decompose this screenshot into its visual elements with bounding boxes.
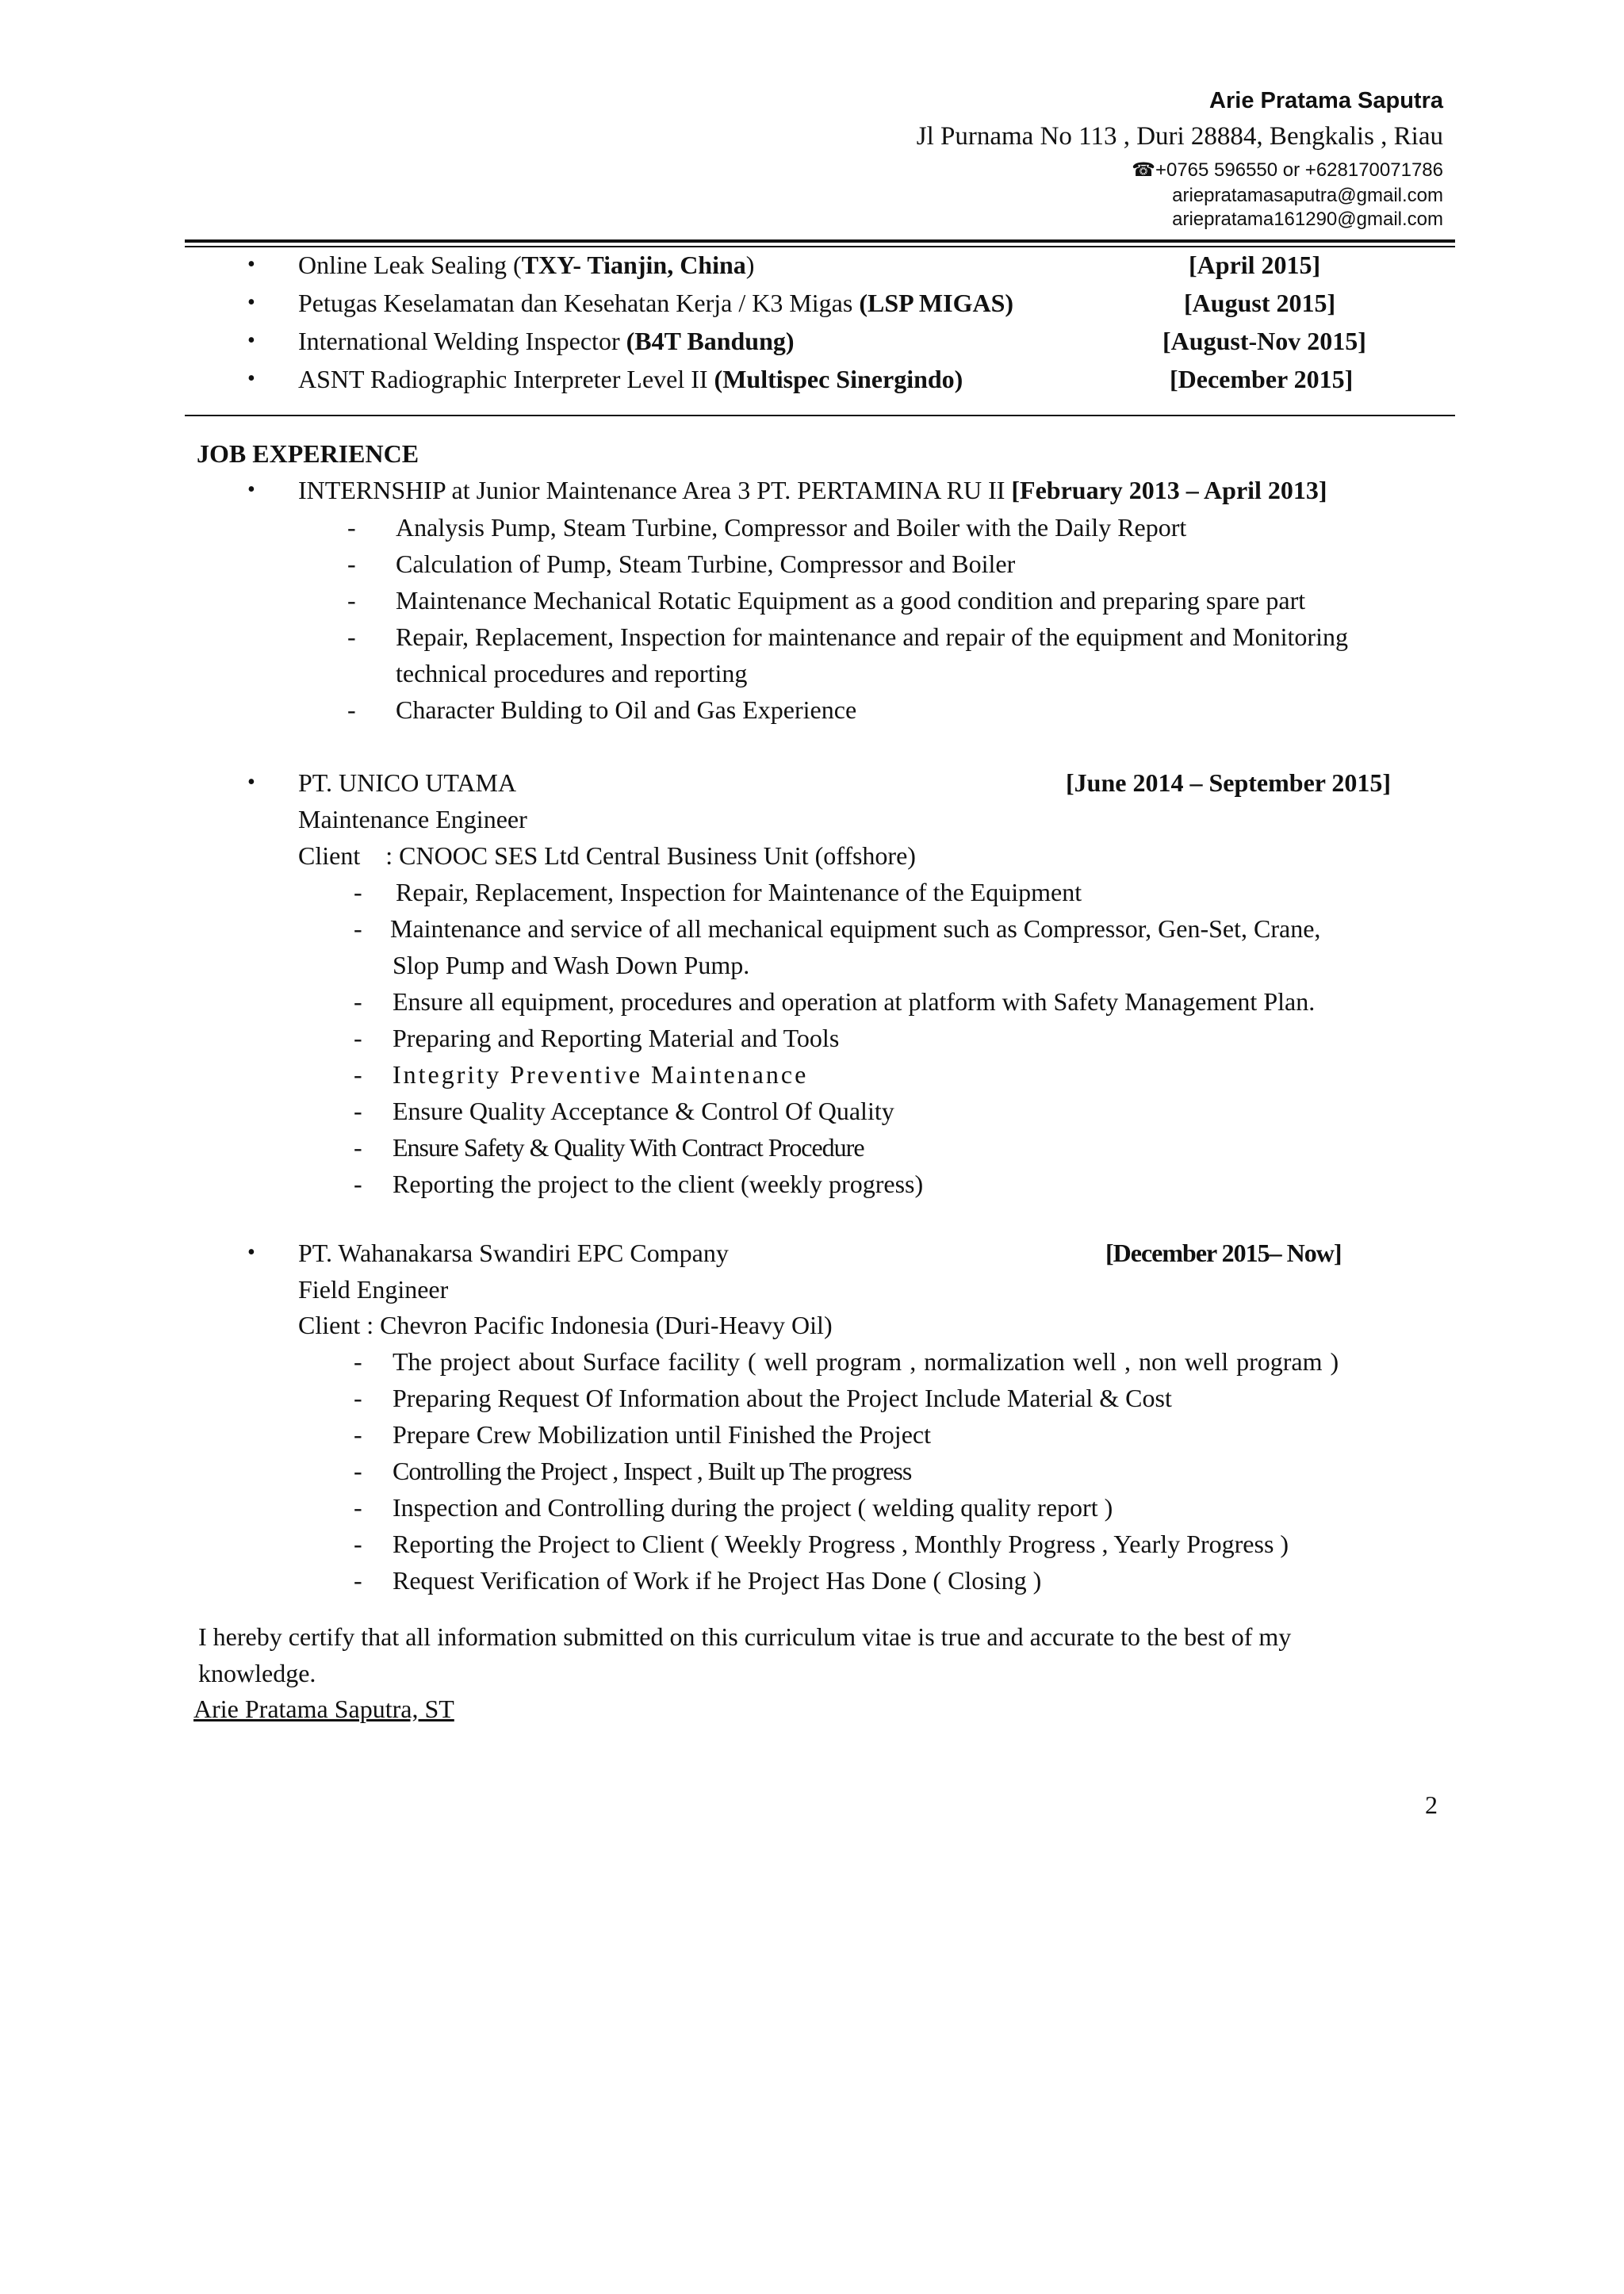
dash: - xyxy=(347,695,356,724)
signature-name: Arie Pratama Saputra, ST xyxy=(193,1695,454,1723)
dash: - xyxy=(354,1133,362,1162)
dash: - xyxy=(354,914,362,943)
task: Ensure Quality Acceptance & Control Of Quality xyxy=(393,1097,894,1125)
company-name: PT. UNICO UTAMA xyxy=(298,768,517,797)
bullet: • xyxy=(247,252,255,277)
internship-task: Analysis Pump, Steam Turbine, Compressor and Boiler with the Daily Report xyxy=(396,513,1187,542)
address: Jl Purnama No 113 , Duri 28884, Bengkalis , Riau xyxy=(916,122,1443,151)
email-primary: ariepratamasaputra@gmail.com xyxy=(1172,185,1443,206)
task: Preparing Request Of Information about the Project Include Material & Cost xyxy=(393,1384,1172,1412)
task: Prepare Crew Mobilization until Finished the Project xyxy=(393,1420,931,1449)
phone-line xyxy=(1132,159,1443,182)
task: Inspection and Controlling during the project ( welding quality report ) xyxy=(393,1493,1113,1522)
bullet: • xyxy=(247,366,255,391)
dash: - xyxy=(354,878,362,906)
certification-statement: I hereby certify that all information submitted on this curriculum vitae is true and accurate to the best of my xyxy=(198,1622,1292,1651)
header-divider-thin xyxy=(185,246,1455,247)
internship-task: Character Bulding to Oil and Gas Experience xyxy=(396,695,857,724)
dash: - xyxy=(347,550,356,578)
dash: - xyxy=(354,1530,362,1558)
task: Preparing and Reporting Material and Tools xyxy=(393,1024,840,1052)
task: Reporting the Project to Client ( Weekly Progress , Monthly Progress , Yearly Progress ) xyxy=(393,1530,1289,1558)
employment-date: [June 2014 – September 2015] xyxy=(1066,768,1392,797)
page-number: 2 xyxy=(1425,1790,1438,1819)
dash: - xyxy=(354,987,362,1016)
task: Integrity Preventive Maintenance xyxy=(393,1060,809,1089)
dash: - xyxy=(354,1457,362,1485)
company-name: PT. Wahanakarsa Swandiri EPC Company xyxy=(298,1239,729,1267)
internship-task: Calculation of Pump, Steam Turbine, Compressor and Boiler xyxy=(396,550,1016,578)
bullet: • xyxy=(247,770,255,795)
cert-date: [August-Nov 2015] xyxy=(1162,327,1366,355)
internship-task: Maintenance Mechanical Rotatic Equipment as a good condition and preparing spare part xyxy=(396,586,1306,615)
client-line: Client : CNOOC SES Ltd Central Business Unit (offshore) xyxy=(298,841,916,870)
task: Reporting the project to the client (weekly progress) xyxy=(393,1170,924,1198)
internship-task-continued: technical procedures and reporting xyxy=(396,659,748,687)
dash: - xyxy=(347,513,356,542)
dash: - xyxy=(354,1060,362,1089)
bullet: • xyxy=(247,290,255,315)
cert-date: [April 2015] xyxy=(1189,251,1321,279)
certification-statement-continued: knowledge. xyxy=(198,1659,316,1687)
internship-title: INTERNSHIP at Junior Maintenance Area 3 PT. PERTAMINA RU II [February 2013 – April 2013] xyxy=(298,476,1327,504)
section-heading-job-experience: JOB EXPERIENCE xyxy=(197,439,419,468)
phone-number: +0765 596550 or +628170071786 xyxy=(1155,159,1443,181)
dash: - xyxy=(347,622,356,651)
task: The project about Surface facility ( well program , normalization well , non well program ) xyxy=(393,1347,1339,1376)
position-title: Field Engineer xyxy=(298,1275,449,1304)
employment-date: [December 2015– Now] xyxy=(1105,1239,1342,1267)
task: Ensure Safety & Quality With Contract Procedure xyxy=(393,1133,864,1162)
cert-item: Online Leak Sealing (TXY- Tianjin, China) xyxy=(298,251,755,279)
candidate-name: Arie Pratama Saputra xyxy=(1209,88,1443,113)
cert-item: ASNT Radiographic Interpreter Level II (Multispec Sinergindo) xyxy=(298,365,963,393)
dash: - xyxy=(354,1566,362,1595)
dash: - xyxy=(354,1170,362,1198)
dash: - xyxy=(354,1347,362,1376)
task: Request Verification of Work if he Project Has Done ( Closing ) xyxy=(393,1566,1042,1595)
cert-item: Petugas Keselamatan dan Kesehatan Kerja / K3 Migas (LSP MIGAS) xyxy=(298,289,1014,317)
phone-icon: ☎ xyxy=(1132,159,1155,181)
dash: - xyxy=(354,1384,362,1412)
client-line: Client : Chevron Pacific Indonesia (Duri-Heavy Oil) xyxy=(298,1311,833,1339)
bullet: • xyxy=(247,1240,255,1265)
dash: - xyxy=(354,1420,362,1449)
task: Maintenance and service of all mechanical equipment such as Compressor, Gen-Set, Crane, xyxy=(390,914,1321,943)
position-title: Maintenance Engineer xyxy=(298,805,527,833)
header-divider-thick xyxy=(185,239,1455,243)
email-secondary: ariepratama161290@gmail.com xyxy=(1172,209,1443,230)
cert-date: [December 2015] xyxy=(1170,365,1354,393)
task: Ensure all equipment, procedures and operation at platform with Safety Management Plan. xyxy=(393,987,1316,1016)
dash: - xyxy=(354,1493,362,1522)
dash: - xyxy=(354,1024,362,1052)
task: Repair, Replacement, Inspection for Maintenance of the Equipment xyxy=(396,878,1082,906)
section-divider xyxy=(185,415,1455,416)
bullet: • xyxy=(247,477,255,502)
cert-date: [August 2015] xyxy=(1184,289,1336,317)
dash: - xyxy=(354,1097,362,1125)
internship-task: Repair, Replacement, Inspection for maintenance and repair of the equipment and Monitoring xyxy=(396,622,1348,651)
cert-item: International Welding Inspector (B4T Bandung) xyxy=(298,327,795,355)
task-continued: Slop Pump and Wash Down Pump. xyxy=(393,951,750,979)
dash: - xyxy=(347,586,356,615)
bullet: • xyxy=(247,328,255,353)
task: Controlling the Project , Inspect , Built up The progress xyxy=(393,1457,912,1485)
